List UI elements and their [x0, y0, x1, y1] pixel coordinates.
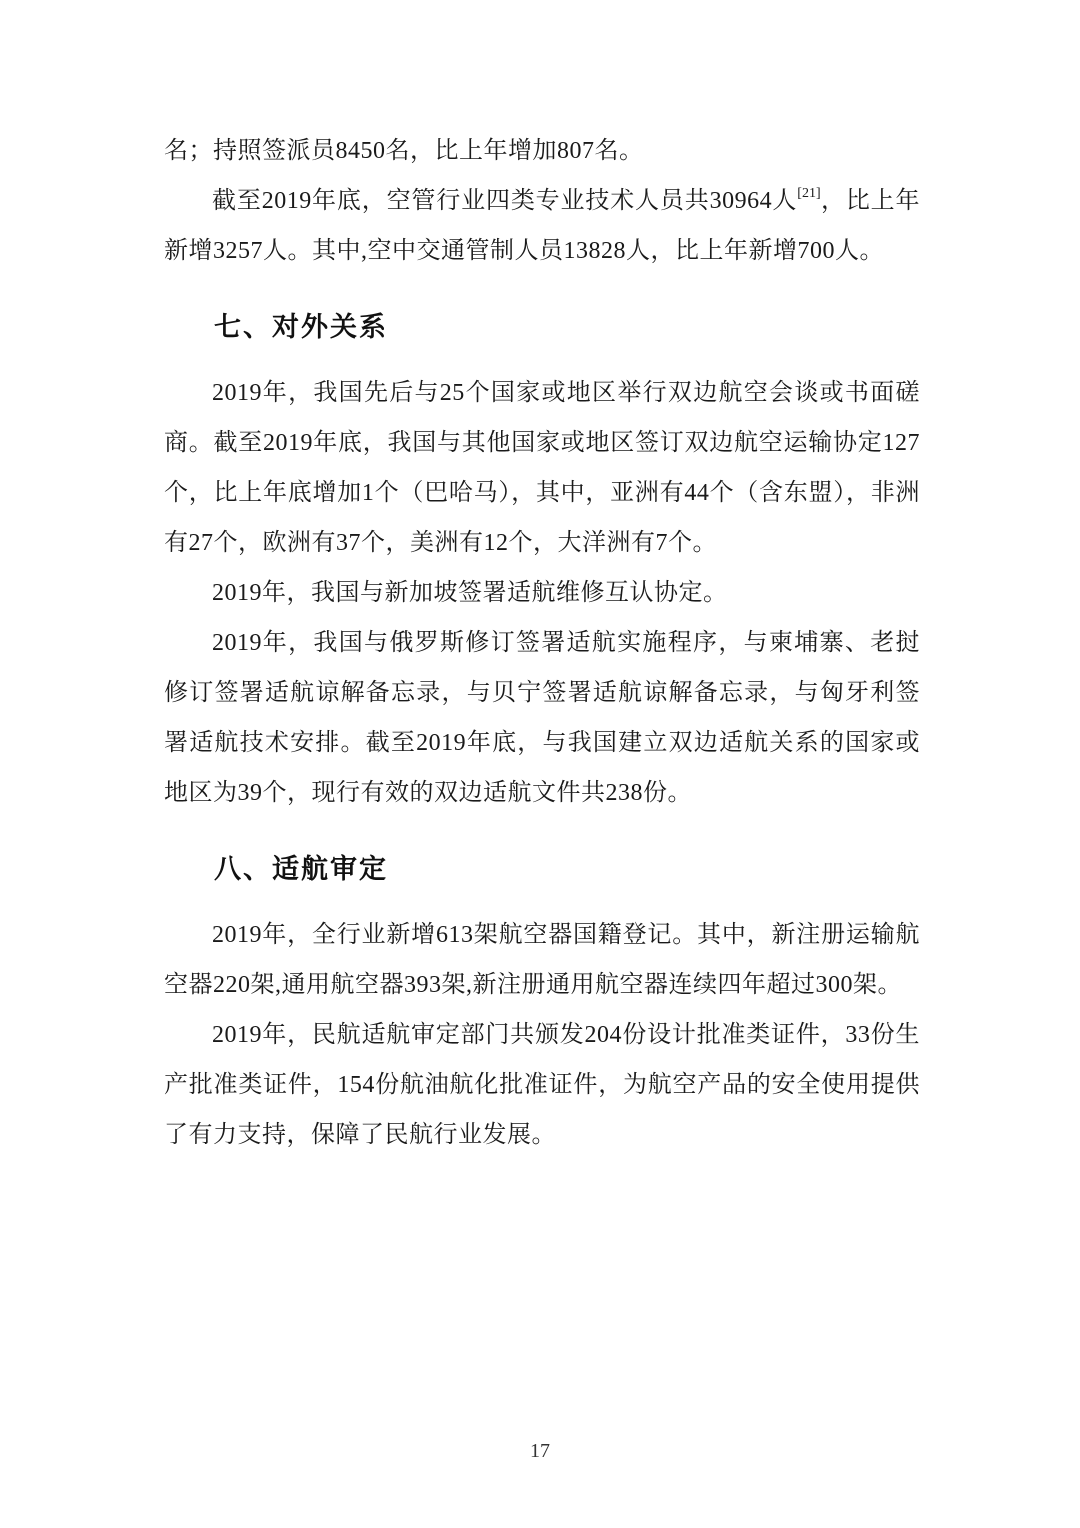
paragraph-aircraft-registration: 2019年，全行业新增613架航空器国籍登记。其中，新注册运输航空器220架,通用航空器393架,新注册通用航空器连续四年超过300架。: [164, 922, 920, 998]
paragraph-certificates-issued: 2019年，民航适航审定部门共颁发204份设计批准类证件，33份生产批准类证件，154份航油航化批准证件，为航空产品的安全使用提供了有力支持，保障了民航行业发展。: [164, 1022, 920, 1148]
atc-text-before-ref: 截至2019年底，空管行业四类专业技术人员共30964人: [212, 188, 798, 214]
paragraph-airworthiness-relations: 2019年，我国与俄罗斯修订签署适航实施程序，与柬埔寨、老挝修订签署适航谅解备忘录，与贝宁签署适航谅解备忘录，与匈牙利签署适航技术安排。截至2019年底，与我国建立双边适航关系的国家或地区为39个，现行有效的双边适航文件共238份。: [164, 630, 920, 806]
paragraph-atc-personnel: [164, 176, 920, 276]
paragraph-bilateral-agreements: 2019年，我国先后与25个国家或地区举行双边航空会谈或书面磋商。截至2019年底，我国与其他国家或地区签订双边航空运输协定127个，比上年底增加1个（巴哈马），其中，亚洲有44个（含东盟），非洲有27个，欧洲有37个，美洲有12个，大洋洲有7个。: [164, 380, 920, 556]
paragraph-singapore-agreement: 2019年，我国与新加坡签署适航维修互认协定。: [212, 580, 728, 606]
section-heading-foreign-relations: 七、对外关系: [214, 312, 388, 342]
paragraph-dispatcher-continuation: 名；持照签派员8450名，比上年增加807名。: [164, 138, 644, 164]
atc-text-after-ref: ，比上年新增3257人。其中,空中交通管制人员13828人，比上年新增700人。: [164, 188, 921, 264]
page-content: [164, 126, 920, 1160]
page-number: 17: [530, 1440, 550, 1462]
footnote-ref-21: [21]: [797, 186, 821, 201]
section-heading-airworthiness-certification: 八、适航审定: [214, 854, 388, 884]
